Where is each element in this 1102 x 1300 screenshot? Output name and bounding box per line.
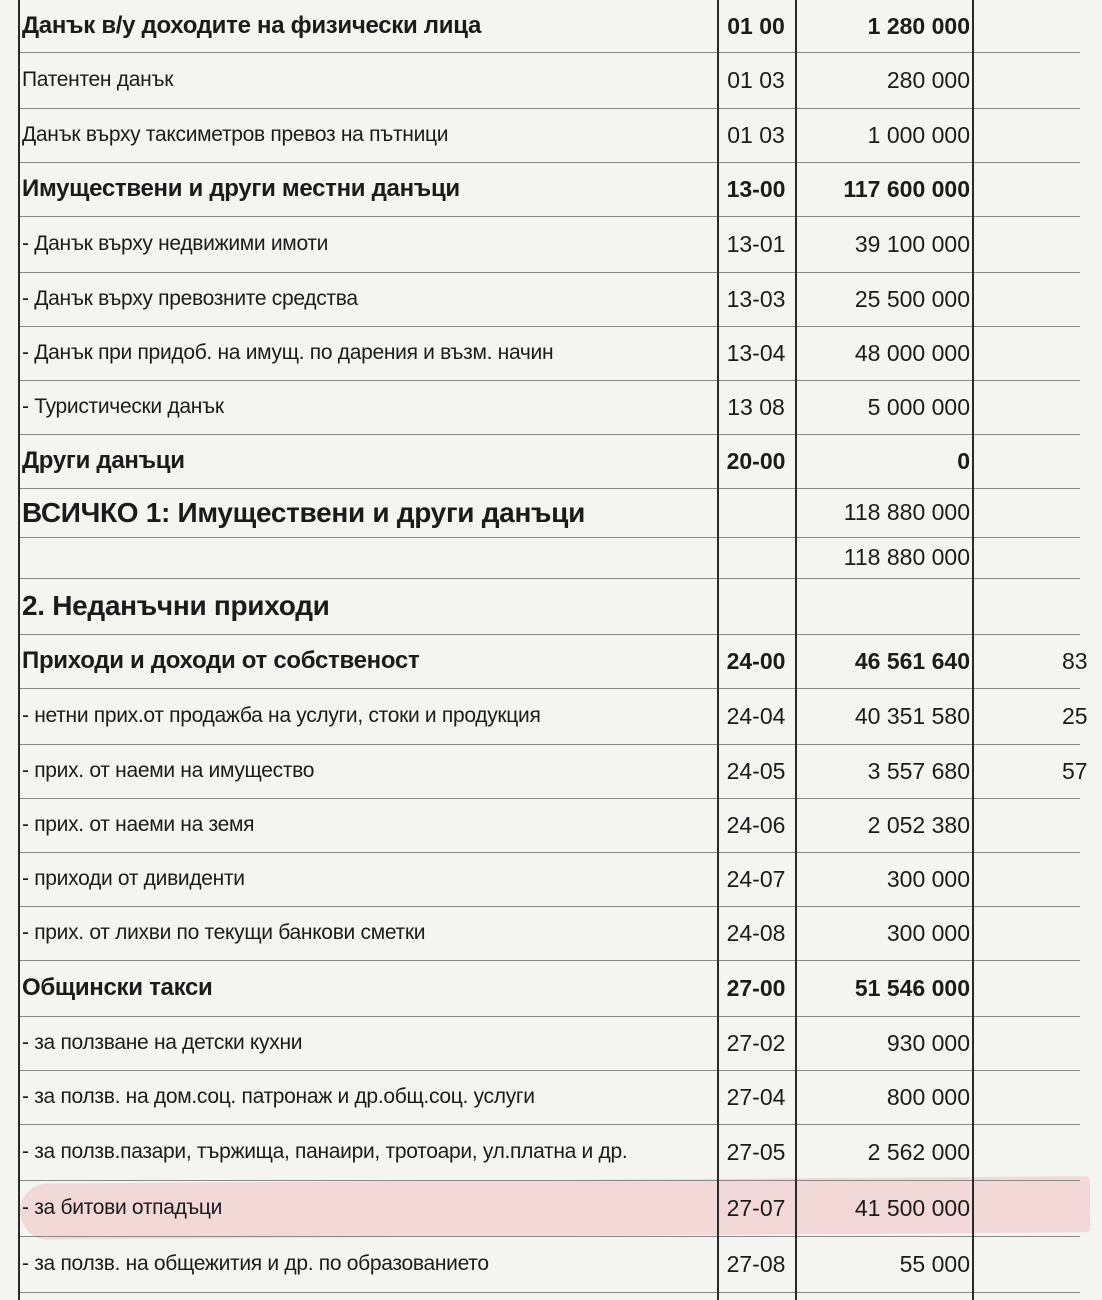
row-name: Данък върху таксиметров превоз на пътници (22, 123, 449, 146)
row-name: - Данък върху превозните средства (22, 287, 358, 310)
table-row (18, 326, 1080, 381)
row-amount: 300 000 (886, 865, 970, 892)
row-code: 24-04 (726, 702, 786, 729)
row-code: 24-06 (726, 811, 786, 838)
row-extra (1062, 108, 1102, 162)
table-row (18, 52, 1080, 109)
table-row (18, 744, 1088, 799)
table-row (18, 1236, 1080, 1293)
row-code: 13-00 (726, 175, 786, 202)
table-row-highlighted (18, 1180, 1080, 1237)
row-code (721, 537, 791, 578)
row-extra: 83 (1062, 647, 1088, 674)
row-name: Патентен данък (22, 68, 174, 91)
row-name: ВСИЧКО 1: Имуществени и други данъци (22, 496, 585, 528)
row-code: 27-05 (726, 1138, 786, 1165)
row-code: 27-08 (726, 1250, 786, 1277)
table-row (18, 108, 1080, 163)
table-row (18, 688, 1088, 745)
table-row (18, 852, 1080, 907)
row-amount: 48 000 000 (854, 339, 970, 366)
row-code: 27-04 (726, 1083, 786, 1110)
row-extra (1062, 380, 1102, 434)
row-code: 13-01 (726, 230, 786, 257)
row-extra (1062, 52, 1102, 108)
column-divider-code (717, 0, 719, 1300)
row-name: - за ползв. на дом.соц. патронаж и др.общ.соц. услуги (22, 1085, 535, 1108)
row-extra: 57 (1062, 757, 1088, 784)
row-amount: 930 000 (886, 1029, 970, 1056)
table-row (18, 537, 1080, 579)
table-row (18, 906, 1080, 961)
table-row (18, 960, 1080, 1017)
row-code: 24-08 (726, 919, 786, 946)
row-amount: 5 000 000 (867, 393, 970, 420)
table-row (18, 1016, 1080, 1071)
row-name: Приходи и доходи от собственост (22, 647, 420, 674)
row-extra (1062, 326, 1102, 380)
row-amount: 117 600 000 (843, 175, 970, 202)
row-code: 27-00 (726, 974, 786, 1001)
row-name: - за ползв. на общежития и др. по образованието (22, 1252, 489, 1275)
row-extra (1062, 1180, 1102, 1236)
table-row (18, 634, 1088, 689)
row-code: 24-05 (726, 757, 786, 784)
row-name: - Туристически данък (22, 395, 224, 418)
row-amount: 40 351 580 (854, 702, 970, 729)
row-extra (1062, 0, 1102, 52)
table-border-left (18, 0, 20, 1300)
table-row (18, 380, 1080, 435)
row-amount: 46 561 640 (854, 647, 970, 674)
row-extra (1062, 1124, 1102, 1180)
row-code: 01 00 (727, 12, 785, 39)
row-amount: 280 000 (886, 66, 970, 93)
row-amount: 25 500 000 (854, 285, 970, 312)
row-extra (1062, 1236, 1102, 1292)
row-name: - за битови отпадъци (22, 1196, 223, 1219)
row-name: - прих. от лихви по текущи банкови сметки (22, 921, 426, 944)
row-name: Данък в/у доходите на физически лица (22, 12, 481, 39)
row-name: Имуществени и други местни данъци (22, 175, 460, 202)
table-row (18, 488, 1080, 538)
row-extra (1062, 216, 1102, 272)
row-amount: 1 280 000 (867, 12, 970, 39)
row-amount: 1 000 000 (867, 121, 970, 148)
column-divider-amount (795, 0, 797, 1300)
row-extra (1062, 162, 1102, 216)
table-row (18, 216, 1080, 273)
row-name: - прих. от наеми на земя (22, 813, 255, 836)
table-row (18, 578, 1080, 635)
table-row (18, 1124, 1080, 1181)
row-code: 20-00 (726, 447, 786, 474)
table-row (18, 1070, 1080, 1125)
row-name: - за ползване на детски кухни (22, 1031, 303, 1054)
row-extra (1062, 852, 1102, 906)
row-extra (1062, 906, 1102, 960)
row-name: 2. Неданъчни приходи (22, 590, 330, 621)
row-amount: 800 000 (886, 1083, 970, 1110)
row-amount: 2 052 380 (867, 811, 970, 838)
table-row (18, 0, 1080, 53)
row-extra (1062, 537, 1102, 578)
row-name (22, 537, 717, 578)
row-code: 24-07 (726, 865, 786, 892)
row-extra: 25 (1062, 702, 1088, 729)
table-row (18, 272, 1080, 327)
row-amount: 55 000 (899, 1250, 970, 1277)
row-extra (1062, 434, 1102, 488)
row-name: - приходи от дивиденти (22, 867, 245, 890)
row-amount: 3 557 680 (867, 757, 970, 784)
row-amount: 39 100 000 (854, 230, 970, 257)
table-row (18, 162, 1080, 217)
row-code: 13-03 (726, 285, 786, 312)
row-name: - прих. от наеми на имущество (22, 759, 315, 782)
row-code: 13-04 (726, 339, 786, 366)
row-amount: 300 000 (886, 919, 970, 946)
row-extra (1062, 960, 1102, 1016)
row-amount: 2 562 000 (867, 1138, 970, 1165)
row-name: - нетни прих.от продажба на услуги, стоки и продукция (22, 704, 541, 727)
column-divider-extra (972, 0, 974, 1300)
row-name: - Данък при придоб. на имущ. по дарения и възм. начин (22, 341, 554, 364)
row-code: 01 03 (727, 66, 785, 93)
row-code (721, 578, 791, 634)
row-name: - за ползв.пазари, тържища, панаири, тротоари, ул.платна и др. (22, 1140, 628, 1163)
row-amount (800, 578, 970, 634)
row-name: Общински такси (22, 974, 213, 1001)
row-extra (1062, 1016, 1102, 1070)
row-amount: 0 (957, 447, 970, 474)
row-extra (1062, 272, 1102, 326)
row-code: 27-07 (726, 1194, 786, 1221)
table-row (18, 434, 1080, 489)
row-extra (1062, 1070, 1102, 1124)
row-extra (1062, 578, 1102, 634)
row-amount: 118 880 000 (843, 544, 970, 570)
row-name: - Данък върху недвижими имоти (22, 232, 329, 255)
row-name: Други данъци (22, 447, 185, 474)
row-code: 01 03 (727, 121, 785, 148)
row-extra (1062, 488, 1102, 537)
row-amount: 41 500 000 (854, 1194, 970, 1221)
row-code: 27-02 (726, 1029, 786, 1056)
row-extra (1062, 798, 1102, 852)
row-code: 13 08 (727, 393, 785, 420)
row-code (721, 488, 791, 537)
row-amount: 118 880 000 (843, 499, 970, 525)
row-amount: 51 546 000 (854, 974, 970, 1001)
row-code: 24-00 (726, 647, 786, 674)
table-row (18, 798, 1080, 853)
